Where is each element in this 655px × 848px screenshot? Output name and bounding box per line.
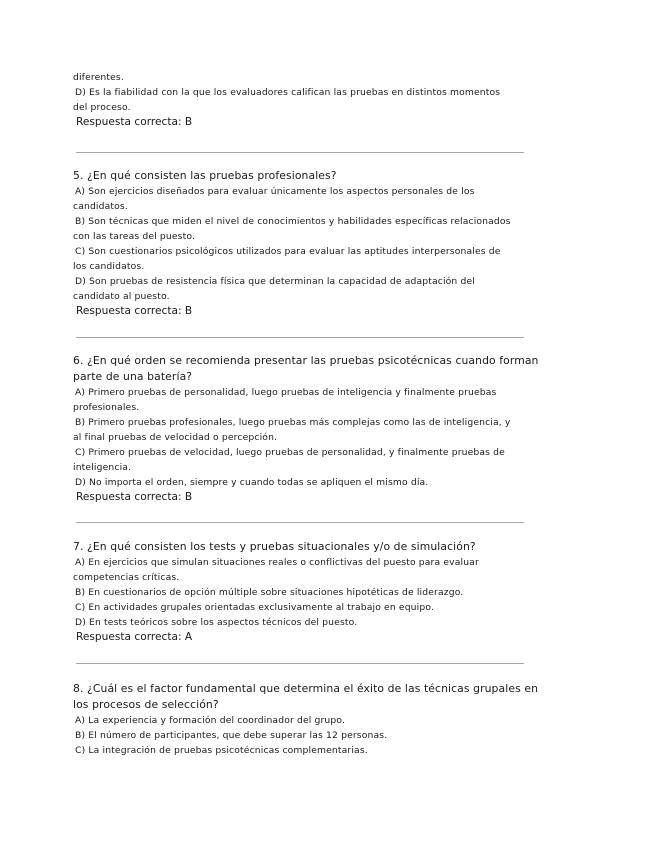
question-8 xyxy=(73,681,539,758)
text-line: diferentes. xyxy=(73,72,124,83)
option-a: A) Primero pruebas de personalidad, luego pruebas de inteligencia y finalmente pruebas xyxy=(75,387,497,398)
option-b: B) El número de participantes, que debe superar las 12 personas. xyxy=(75,730,388,741)
correct-answer: Respuesta correcta: A xyxy=(76,631,193,643)
option-c: C) Son cuestionarios psicológicos utilizados para evaluar las aptitudes interpersonales de xyxy=(75,246,501,257)
question-7 xyxy=(73,539,533,645)
option-c: C) Primero pruebas de velocidad, luego pruebas de personalidad, y finalmente pruebas de xyxy=(75,447,505,458)
text-line: del proceso. xyxy=(73,102,131,113)
text-line: candidatos. xyxy=(73,201,128,212)
option-b: B) Primero pruebas profesionales, luego pruebas más complejas como las de inteligencia, y xyxy=(75,417,511,428)
text-line: al final pruebas de velocidad o percepción. xyxy=(73,432,278,443)
question-title: 5. ¿En qué consisten las pruebas profesionales? xyxy=(73,169,337,182)
option-b: B) En cuestionarios de opción múltiple sobre situaciones hipotéticas de liderazgo. xyxy=(75,587,464,598)
correct-answer: Respuesta correcta: B xyxy=(76,305,193,317)
question-5 xyxy=(73,168,533,319)
question-title: 8. ¿Cuál es el factor fundamental que determina el éxito de las técnicas grupales en xyxy=(73,682,539,695)
question-title: parte de una batería? xyxy=(73,370,193,383)
text-line: los candidatos. xyxy=(73,261,145,272)
correct-answer: Respuesta correcta: B xyxy=(76,116,193,128)
option-d: D) Es la fiabilidad con la que los evaluadores califican las pruebas en distintos momentos xyxy=(75,87,501,98)
separator xyxy=(76,522,524,523)
text-line: con las tareas del puesto. xyxy=(73,231,196,242)
text-line: inteligencia. xyxy=(73,462,132,473)
option-d: D) En tests teóricos sobre los aspectos técnicos del puesto. xyxy=(75,617,358,628)
question-title: 6. ¿En qué orden se recomienda presentar las pruebas psicotécnicas cuando forman xyxy=(73,354,539,367)
question-6 xyxy=(73,353,539,505)
option-c: C) La integración de pruebas psicotécnicas complementarias. xyxy=(75,745,368,756)
option-d: D) Son pruebas de resistencia física que determinan la capacidad de adaptación del xyxy=(75,276,475,287)
text-line: candidato al puesto. xyxy=(73,291,170,302)
text-line: competencias críticas. xyxy=(73,572,180,583)
option-a: A) Son ejercicios diseñados para evaluar únicamente los aspectos personales de los xyxy=(75,186,475,197)
option-a: A) En ejercicios que simulan situaciones reales o conflictivas del puesto para evaluar xyxy=(75,557,479,568)
separator xyxy=(76,337,524,338)
question-title: 7. ¿En qué consisten los tests y pruebas situacionales y/o de simulación? xyxy=(73,540,476,553)
option-c: C) En actividades grupales orientadas exclusivamente al trabajo en equipo. xyxy=(75,602,435,613)
text-line: profesionales. xyxy=(73,402,140,413)
question-title: los procesos de selección? xyxy=(73,698,219,711)
correct-answer: Respuesta correcta: B xyxy=(76,491,193,503)
option-b: B) Son técnicas que miden el nivel de conocimientos y habilidades específicas relacionados xyxy=(75,216,511,227)
separator xyxy=(76,152,524,153)
option-a: A) La experiencia y formación del coordinador del grupo. xyxy=(75,715,346,726)
option-d: D) No importa el orden, siempre y cuando todas se apliquen el mismo día. xyxy=(75,477,429,488)
question-4-continuation xyxy=(73,70,533,130)
separator xyxy=(76,663,524,664)
